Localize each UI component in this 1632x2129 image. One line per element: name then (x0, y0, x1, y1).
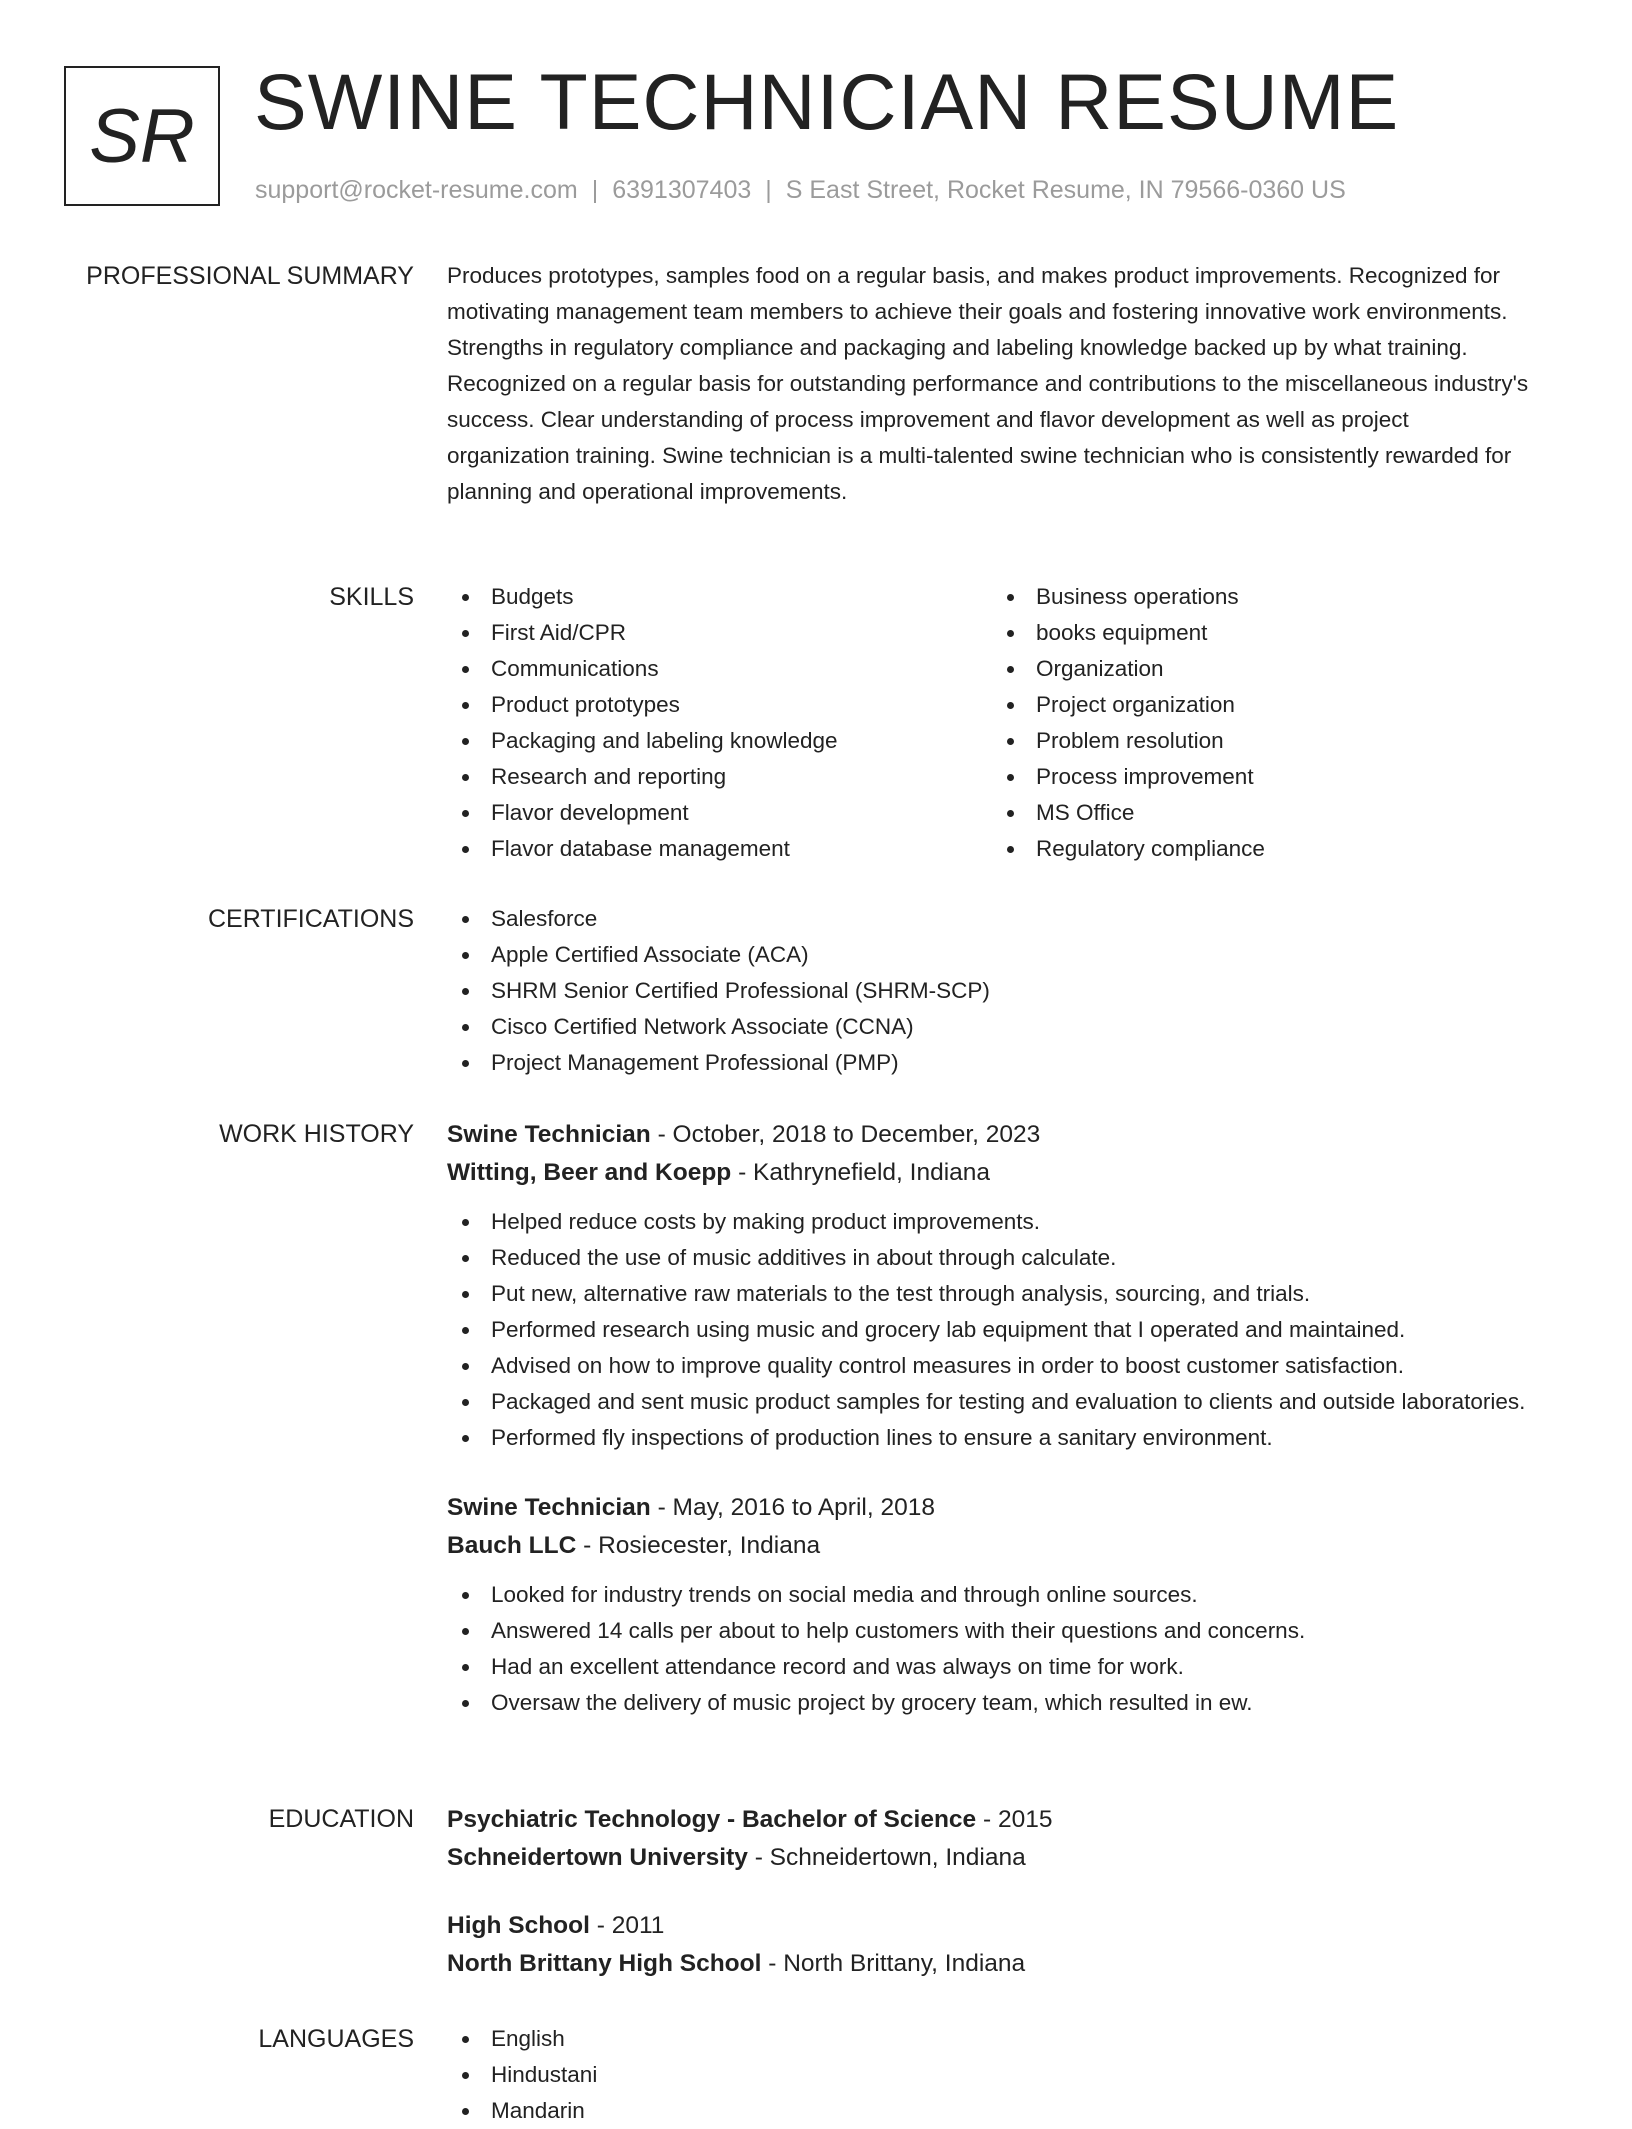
work-history-body (447, 1116, 1537, 1721)
list-item: Reduced the use of music additives in about through calculate. (447, 1240, 1537, 1276)
job-entry (447, 1489, 1537, 1721)
school-line (447, 1945, 1537, 1983)
job-title-line (447, 1116, 1537, 1154)
list-item: Advised on how to improve quality control measures in order to boost customer satisfaction. (447, 1348, 1537, 1384)
education-entry (447, 1801, 1537, 1877)
section-label-languages: LANGUAGES (258, 2025, 414, 2053)
education-entry (447, 1907, 1537, 1983)
job-dates: - October, 2018 to December, 2023 (650, 1121, 1041, 1148)
list-item: First Aid/CPR (447, 615, 992, 651)
list-item: Helped reduce costs by making product improvements. (447, 1204, 1537, 1240)
list-item: Performed research using music and grocery lab equipment that I operated and maintained. (447, 1312, 1537, 1348)
degree-line (447, 1801, 1537, 1839)
languages-list (447, 2021, 1537, 2129)
list-item: SHRM Senior Certified Professional (SHRM-SCP) (447, 973, 1537, 1009)
contact-address: S East Street, Rocket Resume, IN 79566-0360 US (785, 176, 1346, 204)
monogram-badge: SR (64, 66, 220, 206)
list-item: Looked for industry trends on social media and through online sources. (447, 1577, 1537, 1613)
degree: High School (447, 1912, 590, 1939)
list-item: books equipment (992, 615, 1537, 651)
skills-grid (447, 579, 1537, 867)
contact-line (255, 174, 1346, 206)
summary-text: Produces prototypes, samples food on a regular basis, and makes product improvements. Recognized for motivating management team members to achieve their goals and fostering innovative work environments. Strengths in regulatory compliance and packaging and labeling knowledge backed up by what training. Recognized on a regular basis for outstanding performance and contributions to the miscellaneous industry's success. Clear understanding of process improvement and flavor development as well as project organization training. Swine technician is a multi-talented swine technician who is consistently rewarded for planning and operational improvements. (447, 263, 1529, 504)
list-item: Put new, alternative raw materials to the test through analysis, sourcing, and trials. (447, 1276, 1537, 1312)
certifications-list (447, 901, 1537, 1081)
job-location: - Rosiecester, Indiana (576, 1532, 821, 1559)
job-title: Swine Technician (447, 1121, 651, 1148)
list-item: Packaged and sent music product samples for testing and evaluation to clients and outside laboratories. (447, 1384, 1537, 1420)
list-item: Apple Certified Associate (ACA) (447, 937, 1537, 973)
list-item: Hindustani (447, 2057, 1537, 2093)
job-entry (447, 1116, 1537, 1456)
contact-phone: 6391307403 (612, 176, 752, 204)
list-item: English (447, 2021, 1537, 2057)
list-item: Answered 14 calls per about to help customers with their questions and concerns. (447, 1613, 1537, 1649)
list-item: Problem resolution (992, 723, 1537, 759)
list-item: Product prototypes (447, 687, 992, 723)
contact-separator: | (765, 176, 772, 204)
list-item: Flavor development (447, 795, 992, 831)
contact-separator: | (591, 176, 599, 204)
list-item: Business operations (992, 579, 1537, 615)
section-label-summary: PROFESSIONAL SUMMARY (86, 262, 414, 290)
school-location: - North Brittany, Indiana (761, 1950, 1026, 1977)
job-dates: - May, 2016 to April, 2018 (650, 1494, 935, 1521)
section-label-work-history: WORK HISTORY (219, 1120, 414, 1148)
contact-email: support@rocket-resume.com (255, 176, 578, 204)
resume-title: SWINE TECHNICIAN RESUME (254, 57, 1400, 146)
summary-body (447, 258, 1537, 510)
list-item: Mandarin (447, 2093, 1537, 2129)
list-item: Project Management Professional (PMP) (447, 1045, 1537, 1081)
list-item: Salesforce (447, 901, 1537, 937)
list-item: Budgets (447, 579, 992, 615)
section-label-certifications: CERTIFICATIONS (207, 905, 414, 933)
job-company: Witting, Beer and Koepp (447, 1159, 732, 1186)
degree-line (447, 1907, 1537, 1945)
certifications-body (447, 901, 1537, 1081)
list-item: MS Office (992, 795, 1537, 831)
job-company-line (447, 1154, 1537, 1192)
job-title-line (447, 1489, 1537, 1527)
job-title: Swine Technician (447, 1494, 651, 1521)
education-body (447, 1801, 1537, 1983)
job-duties-list (447, 1577, 1537, 1721)
school: Schneidertown University (447, 1844, 748, 1871)
skills-list-right (992, 579, 1537, 867)
school: North Brittany High School (447, 1950, 762, 1977)
school-line (447, 1839, 1537, 1877)
degree: Psychiatric Technology - Bachelor of Science (447, 1806, 977, 1833)
list-item: Had an excellent attendance record and was always on time for work. (447, 1649, 1537, 1685)
job-company: Bauch LLC (447, 1532, 577, 1559)
skills-list-left (447, 579, 992, 867)
list-item: Oversaw the delivery of music project by grocery team, which resulted in ew. (447, 1685, 1537, 1721)
job-location: - Kathrynefield, Indiana (731, 1159, 991, 1186)
school-location: - Schneidertown, Indiana (747, 1844, 1026, 1871)
list-item: Flavor database management (447, 831, 992, 867)
list-item: Communications (447, 651, 992, 687)
languages-body (447, 2021, 1537, 2129)
list-item: Process improvement (992, 759, 1537, 795)
section-label-skills: SKILLS (329, 583, 414, 611)
list-item: Performed fly inspections of production lines to ensure a sanitary environment. (447, 1420, 1537, 1456)
graduation-year: - 2011 (589, 1912, 665, 1939)
section-label-education: EDUCATION (268, 1805, 414, 1833)
list-item: Organization (992, 651, 1537, 687)
list-item: Cisco Certified Network Associate (CCNA) (447, 1009, 1537, 1045)
graduation-year: - 2015 (976, 1806, 1053, 1833)
list-item: Regulatory compliance (992, 831, 1537, 867)
list-item: Research and reporting (447, 759, 992, 795)
job-duties-list (447, 1204, 1537, 1456)
list-item: Packaging and labeling knowledge (447, 723, 992, 759)
job-company-line (447, 1527, 1537, 1565)
list-item: Project organization (992, 687, 1537, 723)
